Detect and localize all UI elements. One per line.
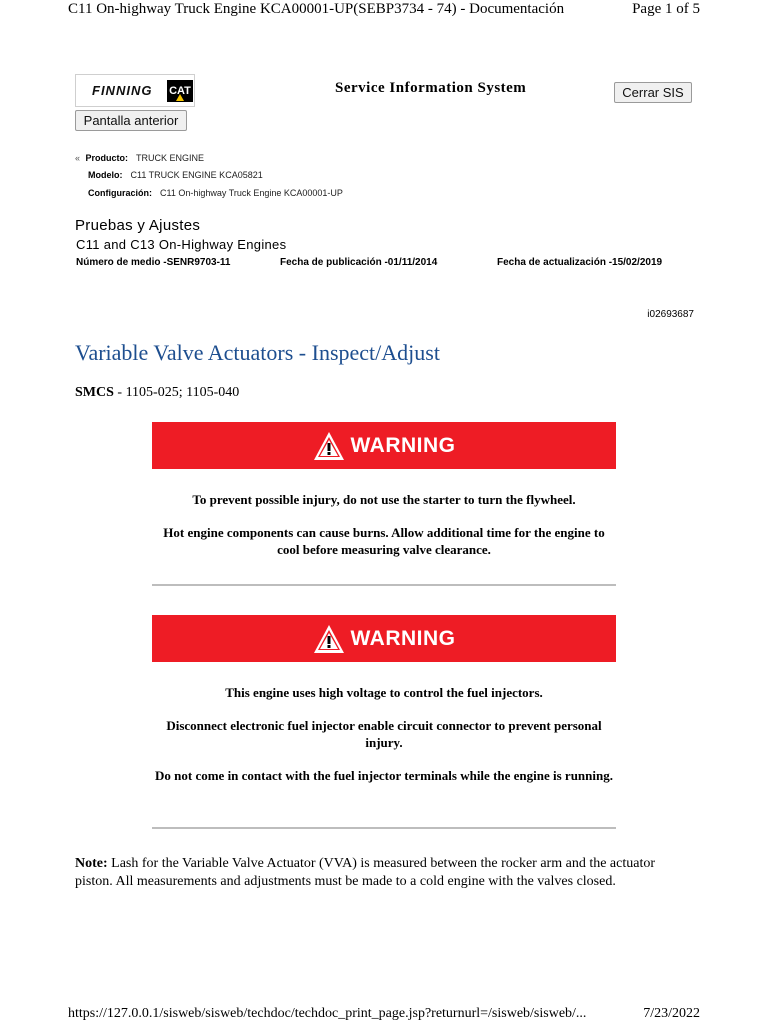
model-row [88, 170, 263, 180]
cat-logo [167, 80, 193, 102]
divider [152, 827, 616, 829]
previous-screen-button[interactable]: Pantalla anterior [75, 110, 187, 131]
smcs-value: - 1105-025; 1105-040 [113, 385, 240, 400]
print-header-title: C11 On-highway Truck Engine KCA00001-UP(SEBP3734 - 74) - Documentación [68, 1, 565, 17]
product-value: TRUCK ENGINE [136, 153, 205, 163]
close-sis-button[interactable]: Cerrar SIS [614, 82, 692, 103]
warning-label: WARNING [350, 626, 456, 650]
section-title: Pruebas y Ajustes [75, 217, 201, 234]
product-label: Producto: [85, 153, 129, 163]
publication-date: Fecha de publicación -01/11/2014 [280, 257, 438, 268]
print-page-number: Page 1 of 5 [632, 1, 700, 17]
print-footer-url: https://127.0.0.1/sisweb/sisweb/techdoc/techdoc_print_page.jsp?returnurl=/sisweb/sisweb/... [68, 1006, 587, 1021]
warning-label: WARNING [350, 433, 456, 457]
configuration-value: C11 On-highway Truck Engine KCA00001-UP [160, 188, 343, 198]
warning-text: This engine uses high voltage to control the fuel injectors. [225, 685, 543, 700]
warning-triangle-icon [313, 624, 345, 654]
warning-text: Hot engine components can cause burns. Allow additional time for the engine to cool before measuring valve clearance. [163, 525, 605, 557]
warning-banner [152, 615, 616, 662]
cat-logo-triangle-icon [176, 94, 184, 101]
note-label: Note: [75, 856, 108, 871]
finning-logo-text: FINNING [92, 83, 153, 98]
model-value: C11 TRUCK ENGINE KCA05821 [130, 170, 263, 180]
smcs-codes [75, 385, 239, 401]
engines-title: C11 and C13 On-Highway Engines [76, 237, 287, 252]
note-paragraph [75, 855, 675, 891]
warning-banner [152, 422, 616, 469]
cat-logo-text: CAT [169, 85, 191, 97]
configuration-row [88, 188, 343, 198]
page-title: Variable Valve Actuators - Inspect/Adjust [75, 340, 440, 365]
note-text: Lash for the Variable Valve Actuator (VVA) is measured between the rocker arm and the actuator piston. All measurements and adjustments must be made to a cold engine with the valves closed. [75, 856, 656, 889]
finning-cat-logo [75, 74, 195, 107]
update-date: Fecha de actualización -15/02/2019 [497, 257, 663, 268]
document-id: i02693687 [647, 309, 694, 320]
media-number: Número de medio -SENR9703-11 [76, 257, 231, 268]
product-row [75, 153, 204, 163]
warning-text: Disconnect electronic fuel injector enable circuit connector to prevent personal injury. [166, 718, 602, 750]
warning-text: To prevent possible injury, do not use the starter to turn the flywheel. [192, 492, 576, 507]
sis-title: Service Information System [335, 80, 527, 96]
model-label: Modelo: [88, 170, 123, 180]
warning-triangle-icon [313, 431, 345, 461]
configuration-label: Configuración: [88, 188, 152, 198]
collapse-arrow-icon[interactable]: « [75, 153, 81, 163]
smcs-label: SMCS [75, 385, 114, 400]
warning-text: Do not come in contact with the fuel injector terminals while the engine is running. [155, 768, 613, 783]
print-footer-date: 7/23/2022 [643, 1006, 700, 1021]
divider [152, 584, 616, 586]
